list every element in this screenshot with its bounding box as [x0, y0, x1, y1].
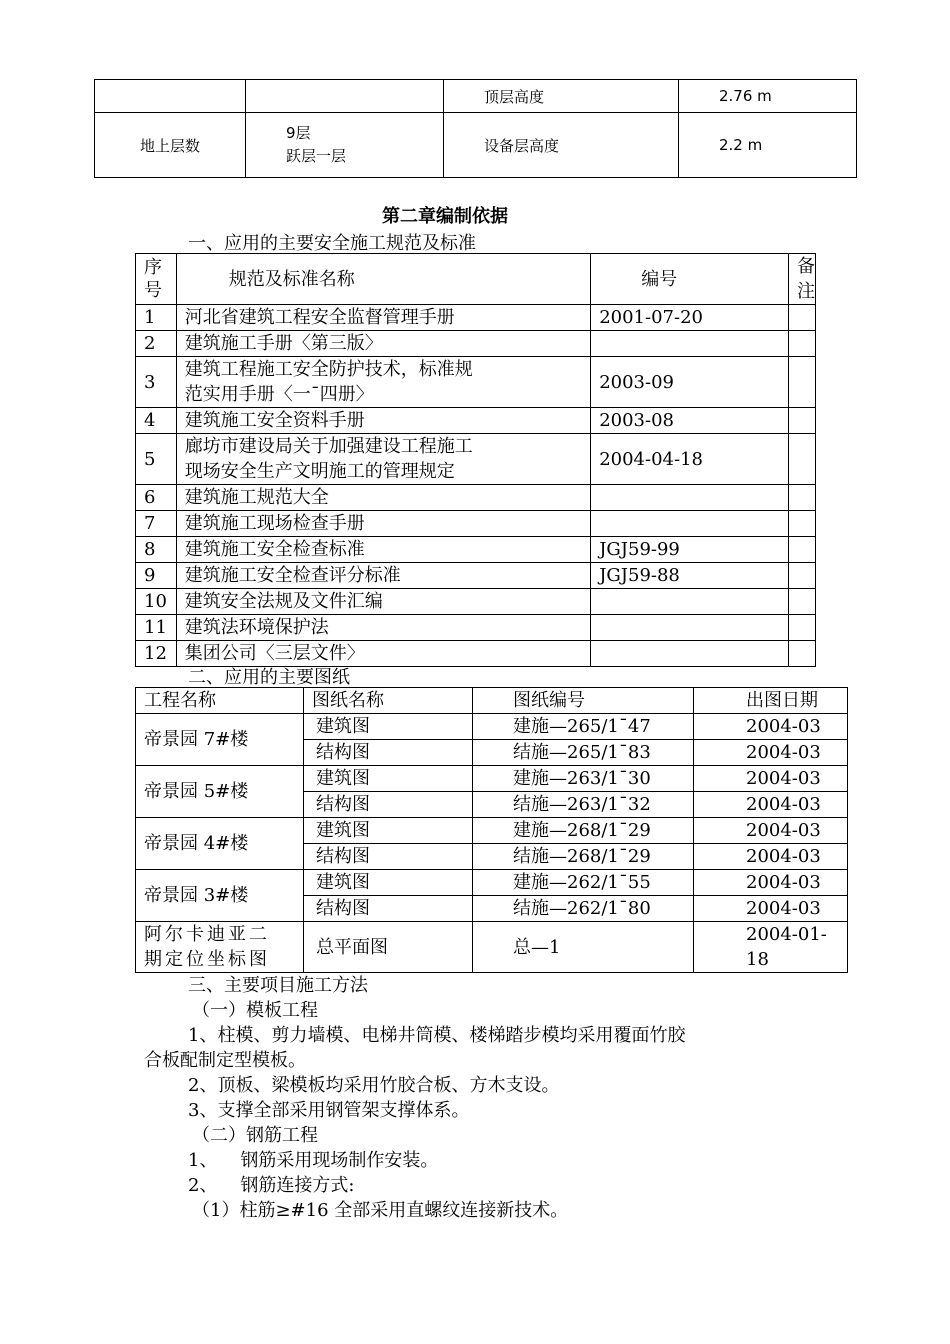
- table-row: 7 建筑施工现场检查手册: [136, 511, 816, 537]
- paragraph: （1）柱筋≥#16 全部采用直螺纹连接新技术。: [192, 1200, 569, 1221]
- paragraph: 1、 钢筋采用现场制作安装。: [188, 1150, 439, 1171]
- table-row: 1 河北省建筑工程安全监督管理手册 2001-07-20: [136, 305, 816, 331]
- subsection-heading: （一）模板工程: [192, 1000, 318, 1021]
- section-heading: 三、主要项目施工方法: [188, 975, 368, 996]
- section-heading: 一、应用的主要安全施工规范及标准: [188, 233, 476, 254]
- paragraph: 3、支撑全部采用钢管架支撑体系。: [188, 1100, 470, 1121]
- table-row: 2 建筑施工手册〈第三版〉: [136, 331, 816, 357]
- table-row: 9 建筑施工安全检查评分标准 JGJ59-88: [136, 563, 816, 589]
- paragraph: 2、顶板、梁模板均采用竹胶合板、方木支设。: [188, 1075, 560, 1096]
- table-row: 3 建筑工程施工安全防护技术，标准规 范实用手册〈一¯四册〉 2003-09: [136, 357, 816, 408]
- cell-value: 2.2 m: [679, 113, 857, 178]
- table-row: 8 建筑施工安全检查标准 JGJ59-99: [136, 537, 816, 563]
- header-code: 编号: [591, 254, 789, 305]
- header-name: 规范及标准名称: [176, 254, 590, 305]
- drawings-table: [135, 687, 848, 973]
- table-row: 帝景园 3#楼 建筑图 建施—262/1¯55 2004-03: [136, 870, 848, 896]
- cell-value: 9层 跃层一层: [246, 113, 444, 178]
- table-row: 11 建筑法环境保护法: [136, 615, 816, 641]
- paragraph: 合板配制定型模板。: [144, 1050, 306, 1071]
- table-row: 阿尔卡迪亚二 期定位坐标图 总平面图 总—1 2004-01-18: [136, 922, 848, 973]
- table-row: 6 建筑施工规范大全: [136, 485, 816, 511]
- chapter-title: 第二章编制依据: [382, 206, 508, 227]
- paragraph: 1、柱模、剪力墙模、电梯井筒模、楼梯踏步模均采用覆面竹胶: [188, 1025, 686, 1046]
- building-info-table: [94, 79, 857, 178]
- cell-label: 设备层高度: [444, 113, 679, 178]
- cell-label: 地上层数: [95, 113, 246, 178]
- table-row: 4 建筑施工安全资料手册 2003-08: [136, 408, 816, 434]
- paragraph: 2、 钢筋连接方式:: [188, 1175, 355, 1196]
- table-row: 结构图 结施—263/1¯32 2004-03: [136, 792, 848, 818]
- subsection-heading: （二）钢筋工程: [192, 1125, 318, 1146]
- cell-empty: [95, 80, 246, 113]
- table-row: 帝景园 5#楼 建筑图 建施—263/1¯30 2004-03: [136, 766, 848, 792]
- header-no: 序 号: [136, 254, 177, 305]
- standards-table: [135, 253, 816, 667]
- header-note: 备注: [789, 254, 816, 305]
- header-drawing: 图纸名称: [304, 688, 473, 714]
- header-date: 出图日期: [694, 688, 848, 714]
- table-row: 结构图 结施—265/1¯83 2004-03: [136, 740, 848, 766]
- cell-value: 2.76 m: [679, 80, 857, 113]
- table-row: 帝景园 7#楼 建筑图 建施—265/1¯47 2004-03: [136, 714, 848, 740]
- table-row: 结构图 结施—262/1¯80 2004-03: [136, 896, 848, 922]
- table-row: 帝景园 4#楼 建筑图 建施—268/1¯29 2004-03: [136, 818, 848, 844]
- header-project: 工程名称: [136, 688, 304, 714]
- table-row: 12 集团公司〈三层文件〉: [136, 641, 816, 667]
- table-row: 10 建筑安全法规及文件汇编: [136, 589, 816, 615]
- table-row: 5 廊坊市建设局关于加强建设工程施工 现场安全生产文明施工的管理规定 2004-04-18: [136, 434, 816, 485]
- header-code: 图纸编号: [473, 688, 694, 714]
- table-row: 结构图 结施—268/1¯29 2004-03: [136, 844, 848, 870]
- section-heading: 二、应用的主要图纸: [188, 667, 350, 688]
- cell-empty: [246, 80, 444, 113]
- cell-label: 顶层高度: [444, 80, 679, 113]
